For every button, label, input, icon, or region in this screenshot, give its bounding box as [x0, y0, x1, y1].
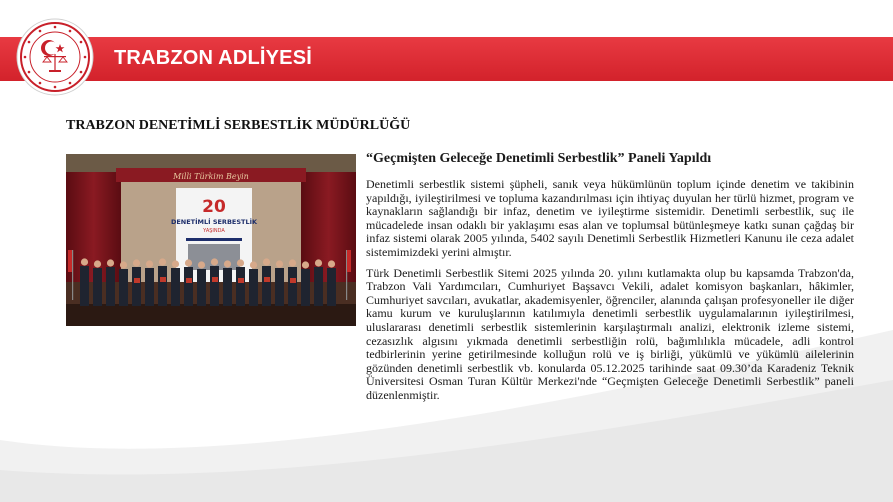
article-title: “Geçmişten Geleceğe Denetimli Serbestlik” Paneli Yapıldı	[366, 151, 712, 166]
photo-banner-number: 20	[202, 197, 226, 217]
photo-banner-line1: DENETİMLİ SERBESTLİK	[170, 218, 258, 226]
page-title: TRABZON ADLİYESİ	[114, 47, 313, 69]
section-heading: TRABZON DENETİMLİ SERBESTLİK MÜDÜRLÜĞÜ	[66, 118, 411, 133]
judiciary-seal-icon	[16, 18, 94, 96]
article-paragraph-1: Denetimli serbestlik sistemi şüpheli, sanık veya hükümlünün toplum içinde denetim ve takibinin yapıldığı, iyileştirilmesi ve topluma kazandırılması için ihtiyaç duyulan her türlü hizmet, program ve kaynakların sağlandığı bir infaz, denetim ve iyileştirme sistemidir. Denetimli serbestlik, suç ile mücadelede insan odaklı bir yaklaşımı esas alan ve toplumsal bütünleşmeye katkı sunan çağdaş bir infaz sistemi olarak 2005 yılında, 5402 sayılı Denetimli Serbestlik Hizmetleri Kanunu ile ceza adalet sistemimizdeki yerini almıştır.	[366, 177, 854, 259]
article	[366, 150, 854, 410]
photo-banner-line2: YAŞINDA	[203, 228, 225, 234]
group-photo-icon	[66, 154, 356, 326]
article-paragraph-2: Türk Denetimli Serbestlik Sitemi 2025 yılında 20. yılını kutlamakta olup bu kapsamda Trabzon'da, Trabzon Vali Yardımcıları, Cumhuriyet Başsavcı Vekili, adalet komisyon başkanları, hâkimler, Cumhuriyet savcıları, avukatlar, akademisyenler, öğrenciler, alanında çalışan profesyoneller ile diğer kamu kurum ve kuruluşlarının katılımıyla denetimli serbestlik uygulamalarının iyileştirilmesi, uluslararası denetimli serbestlik sistemlerinin karşılaştırmalı analizi, elektronik izleme sistemi, cezasızlık algısını yıkmada denetimli serbestliğin rolü, bağımlılıkla mücadele, adli kontrol tedbirlerinin yerine getirilmesinde kolluğun rolü ve iş birliği, yükümlü ve yükümlü ailelerinin gözünden denetimli serbestlik vb. konularda 05.12.2025 tarihinde saat 09.30’da Karadeniz Teknik Üniversitesi Osman Turan Kültür Merkezi'nde “Geçmişten Geleceğe Denetimli Serbestlik” paneli düzenlenmiştir.	[366, 265, 854, 402]
photo-top-banner-text: Milli Türkim Beyin	[173, 172, 249, 181]
